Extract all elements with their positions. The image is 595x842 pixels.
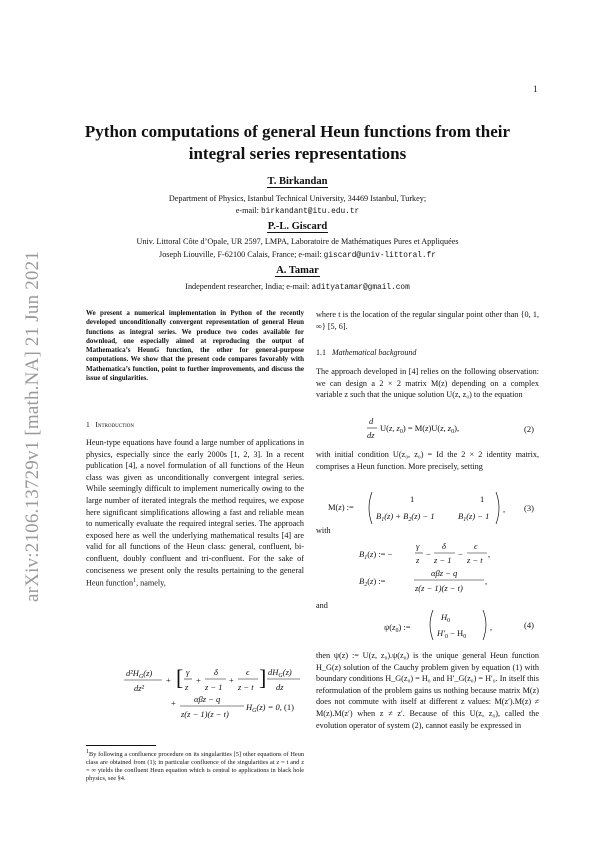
svg-text:αβz − q: αβz − q xyxy=(194,694,221,704)
equation-4 xyxy=(316,608,539,644)
svg-text:+: + xyxy=(171,698,176,708)
right-paragraph-2: The approach developed in [4] relies on the following observation: we can design a 2 × 2 matrix M(z) depending on a complex variable z such that the unique solution U(z, z₀) to the equation xyxy=(316,367,539,400)
svg-text:dz: dz xyxy=(367,430,375,440)
equation-2 xyxy=(316,414,539,442)
author-2-affiliation-line2: Joseph Liouville, F-62100 Calais, France; e-mail: giscard@univ-littoral.fr xyxy=(159,250,436,260)
svg-text:z − 1: z − 1 xyxy=(205,682,223,692)
svg-text:δ: δ xyxy=(442,541,446,551)
svg-text:ϵ: ϵ xyxy=(474,541,478,551)
author-2-affiliation: Univ. Littoral Côte d’Opale, UR 2597, LMPA, Laboratoire de Mathématiques Pures et Appliquées xyxy=(136,237,459,246)
svg-text:dz²: dz² xyxy=(134,683,145,693)
equation-2-number: (2) xyxy=(524,424,534,434)
svg-text:−: − xyxy=(426,549,431,559)
abstract: We present a numerical implementation in Python of the recently developed unconditionally convergent representation of general Heun functions as integral series. We produce two codes available for download, one especially aimed at reproducing the output of Mathematica’s HeunG function, the other for general-purpose computations. We show that the present code compares favorably with Mathematica’s function, point to further improvements, and discuss the issue of singularities. xyxy=(86,309,304,383)
svg-text:z − t: z − t xyxy=(238,682,254,692)
svg-text:δ: δ xyxy=(214,667,218,677)
intro-paragraph: Heun-type equations have found a large number of applications in physics, especially since the early 2000s [1, 2, 3]. In a recent publication [4], a novel formulation of all functions of the Heun class was given as unconditionally convergent integral series. While seemingly difficult to implement numerically owing to the large number of iterated integrals the method requires, we expose here significant simplifications allowing a fast and reliable mean to numerically evaluate the required integral series. The approach exposed here as well the underlying mathematical results [4] are valid for all functions of the Heun class: general, confluent, bi-confluent, doubly confluent and tri-confluent. For the sake of conciseness we present only the results pertaining to the general Heun function$^1$, namely, xyxy=(86,438,304,588)
svg-text:,: , xyxy=(485,576,488,586)
svg-text:B1(z) − 1: $B_1(z) - 1$ xyxy=(458,511,490,523)
svg-text:z: z xyxy=(185,682,189,692)
svg-text:+: + xyxy=(229,675,234,685)
with-label: with xyxy=(316,526,331,535)
svg-text:dz: dz xyxy=(276,682,284,692)
right-paragraph-3: with initial condition U(z₀, z₀) = Id the 2 × 2 identity matrix, comprises a Heun function. More precisely, setting xyxy=(316,450,539,471)
equation-b-definitions xyxy=(316,540,539,598)
equation-3-number: (3) xyxy=(524,503,534,513)
equation-1-number: (1) xyxy=(284,702,294,712)
author-1-email-line: e-mail: birkandant@itu.edu.tr xyxy=(235,206,360,216)
arxiv-stamp[interactable]: arXiv:2106.13729v1 [math.NA] 21 Jun 2021 xyxy=(22,250,43,602)
author-2-email[interactable]: giscard@univ-littoral.fr xyxy=(323,252,436,260)
svg-text:1: 1 xyxy=(480,494,485,504)
author-1-email[interactable]: birkandant@itu.edu.tr xyxy=(260,208,360,216)
svg-text:B1(z) := −: $B_1(z)$ := − xyxy=(359,549,393,561)
svg-text:+: + xyxy=(196,675,201,685)
svg-text:αβz − q: αβz − q xyxy=(431,568,458,578)
svg-text:z: z xyxy=(416,555,420,565)
svg-text:γ: γ xyxy=(186,667,190,677)
footnote: $^1$By following a confluence procedure on its singularities [5] other equations of Heun class are obtained from (1); in particular confluence of the singularities at z = t and z = ∞ yields the confluent Heun equation which is central to applications in black hole physics, see §4. xyxy=(86,749,304,783)
svg-text:z − t: z − t xyxy=(467,555,483,565)
svg-text:d: d xyxy=(369,416,374,426)
svg-text:ϵ: ϵ xyxy=(246,667,250,677)
svg-text:B1(z) + B2(z) − 1: $B_1(z) + B_2(z) - 1$ xyxy=(376,511,435,523)
svg-text:U(z, z0) = M(z)U(z, z0),: U(z, $z_0) = M(z)U(z$, $z_0$), xyxy=(380,423,460,435)
svg-text:−: − xyxy=(458,549,463,559)
svg-text:ψ(z0) :=: $\psi(z_0)$ := xyxy=(384,622,411,634)
equation-1 xyxy=(86,662,308,722)
svg-text:z(z − 1)(z − t): z(z − 1)(z − t) xyxy=(415,583,463,593)
svg-text:]: ] xyxy=(259,665,267,690)
equation-4-number: (4) xyxy=(524,620,534,630)
svg-text:dHG(z): $dH_G(z)$ xyxy=(268,667,292,679)
author-1-affiliation: Department of Physics, Istanbul Technical University, 34469 Istanbul, Turkey; xyxy=(168,194,427,203)
equation-3 xyxy=(316,488,539,528)
subsection-heading: 1.1 Mathematical background xyxy=(316,348,417,357)
footnote-rule xyxy=(86,745,156,746)
svg-text:+: + xyxy=(166,675,171,685)
svg-text:γ: γ xyxy=(416,541,420,551)
svg-text:H′0 − H0: $H'_0 - H_0$ xyxy=(437,628,467,640)
right-paragraph-1: where t is the location of the regular singular point other than {0, 1, ∞} [5, 6]. xyxy=(316,310,539,331)
svg-text:z(z − 1)(z − t): z(z − 1)(z − t) xyxy=(181,709,229,719)
author-3: A. Tamar xyxy=(276,265,319,276)
author-2: P.-L. Giscard xyxy=(267,221,328,232)
and-label: and xyxy=(316,601,328,610)
svg-text:1: 1 xyxy=(410,494,415,504)
svg-text:B2(z) :=: $B_2(z)$ := xyxy=(359,576,386,588)
author-3-affiliation: Independent researcher, India; e-mail: adityatamar@gmail.com xyxy=(185,282,410,292)
svg-text:,: , xyxy=(488,549,491,559)
svg-text:z − 1: z − 1 xyxy=(434,555,452,565)
svg-text:[: [ xyxy=(176,665,184,690)
svg-text:,: , xyxy=(490,622,493,632)
svg-text:HG(z) = 0,: $H_G(z) = 0$, xyxy=(246,702,282,714)
page-number: 1 xyxy=(533,84,538,94)
section-heading: 1 Introduction xyxy=(86,420,134,429)
svg-text:H0: $H_0$ xyxy=(441,612,451,624)
author-3-email[interactable]: adityatamar@gmail.com xyxy=(311,284,410,292)
author-1: T. Birkandan xyxy=(267,176,328,187)
right-paragraph-4: then ψ(z) := U(z, z₀).ψ(z₀) is the unique general Heun function H_G(z) solution of the Cauchy problem given by equation (1) with boundary conditions H_G(z₀) = H₀ and H′_G(z₀) = H′₀. In itself this reformulation of the problem gains us nothing because matrix M(z) does not commute with itself at different z values: M(z′).M(z) ≠ M(z).M(z′) when z ≠ z′. Because of this U(z, z₀), called the evolution operator of system (2), cannot easily be expressed in xyxy=(316,651,539,730)
paper-title: Python computations of general Heun functions from their integral series representations xyxy=(84,122,511,163)
svg-text:M(z) :=: M(z) := xyxy=(328,502,354,512)
svg-text:d²HG(z): $d^2H_G(z)$ xyxy=(126,668,153,680)
svg-text:,: , xyxy=(503,504,506,514)
